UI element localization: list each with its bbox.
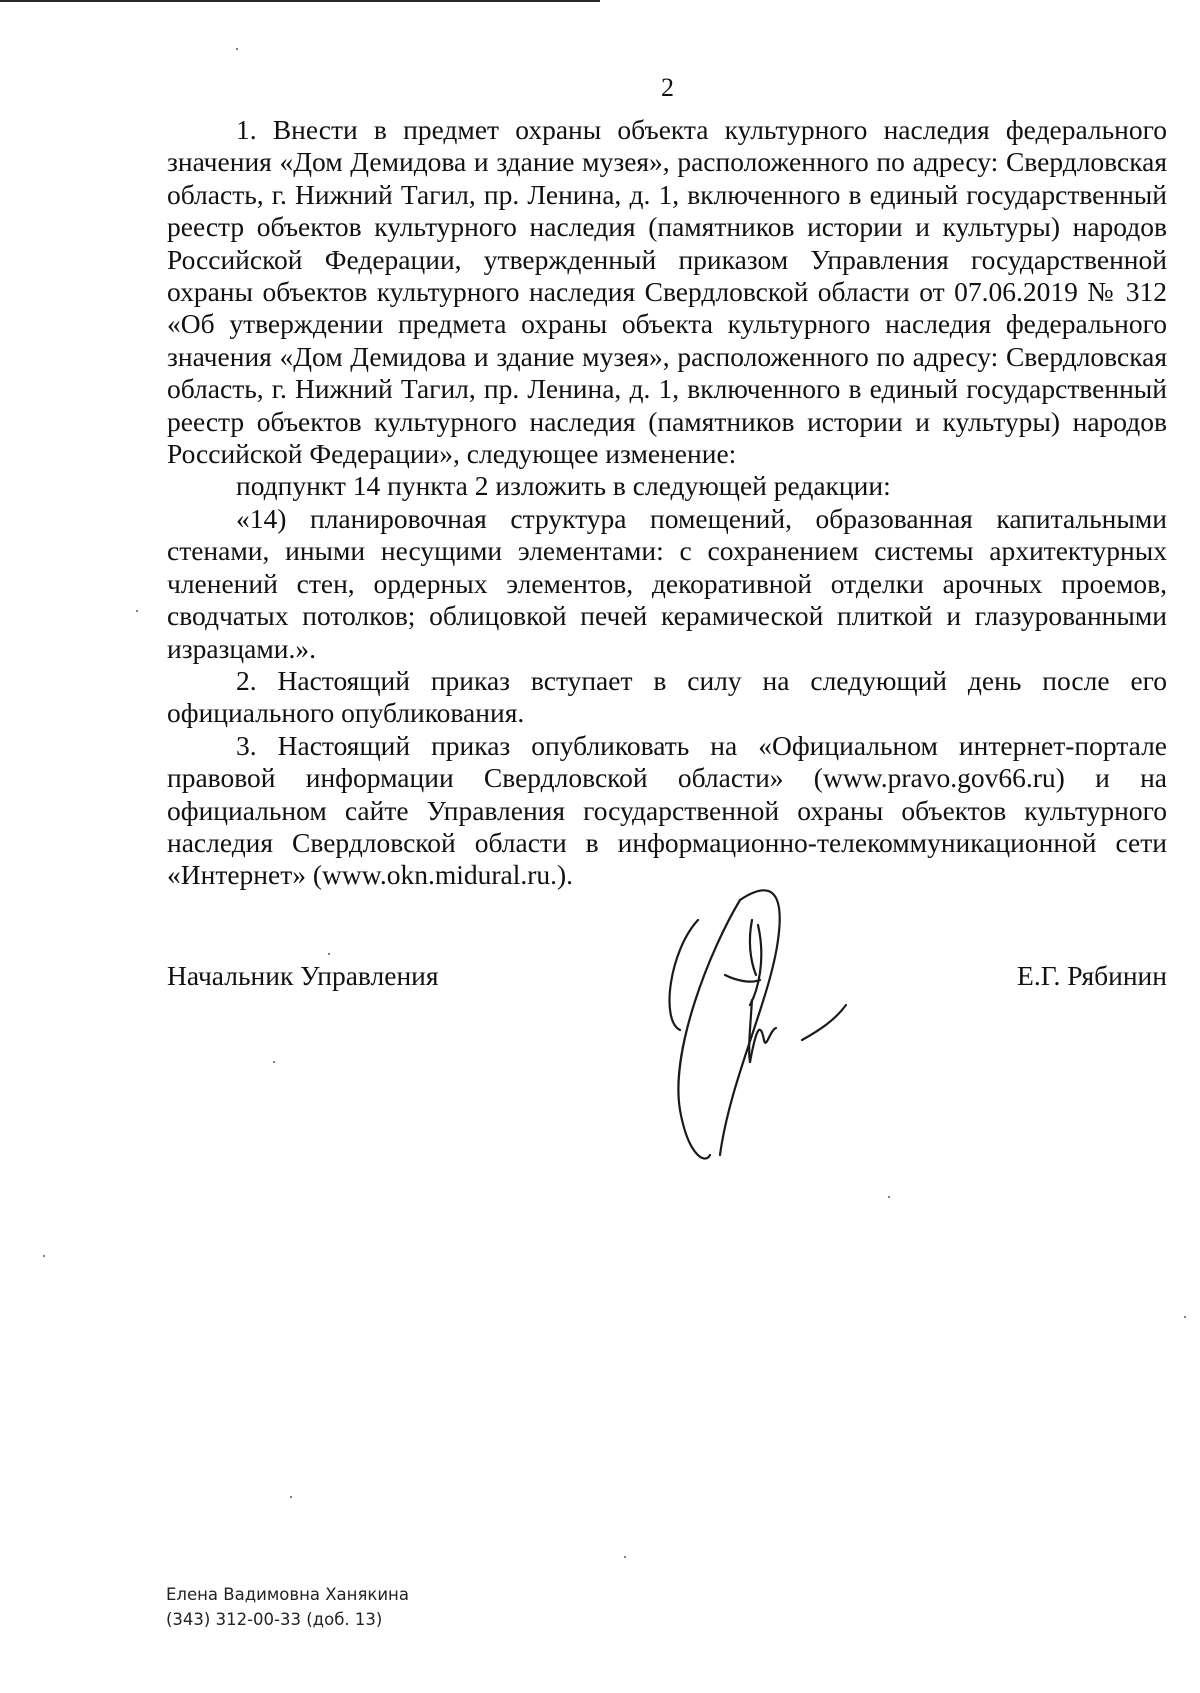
executor-phone: (343) 312-00-33 (доб. 13): [166, 1610, 383, 1629]
scan-speck: [290, 1496, 292, 1498]
document-body: [167, 114, 1167, 892]
page-number: 2: [661, 73, 674, 102]
scan-speck: [273, 1061, 275, 1063]
scan-speck: [136, 610, 138, 612]
scan-speck: [43, 1255, 45, 1257]
signatory-name: Е.Г. Рябинин: [1017, 960, 1167, 991]
paragraph-item-1: 1. Внести в предмет охраны объекта культурного наследия федерального значения «Дом Демидова и здание музея», расположенного по адресу: Свердловская область, г. Нижний Тагил, пр. Ленина, д. 1, включенного в единый государственный реестр объектов культурного наследия (памятников истории и культуры) народов Российской Федерации, утвержденный приказом Управления государственной охраны объектов культурного наследия Свердловской области от 07.06.2019 № 312 «Об утверждении предмета охраны объекта культурного наследия федерального значения «Дом Демидова и здание музея», расположенного по адресу: Свердловская область, г. Нижний Тагил, пр. Ленина, д. 1, включенного в единый государственный реестр объектов культурного наследия (памятников истории и культуры) народов Российской Федерации», следующее изменение:: [167, 114, 1167, 470]
scan-speck: [888, 1196, 890, 1198]
scan-speck: [1184, 1316, 1186, 1318]
paragraph-subpoint-instruction: подпункт 14 пункта 2 изложить в следующей редакции:: [236, 470, 891, 502]
scan-speck: [624, 1556, 626, 1558]
handwritten-signature: [640, 880, 880, 1170]
paragraph-subpoint-14-text: «14) планировочная структура помещений, образованная капитальными стенами, иными несущими элементами: с сохранением системы архитектурных членений стен, ордерных элементов, декоративной отделки арочных проемов, сводчатых потолков; облицовкой печей керамической плиткой и глазурованными изразцами.».: [167, 502, 1167, 664]
scan-speck: [328, 953, 330, 955]
executor-name: Елена Вадимовна Ханякина: [166, 1585, 409, 1604]
paragraph-item-3: 3. Настоящий приказ опубликовать на «Официальном интернет-портале правовой информации Свердловской области» (www.pravo.gov66.ru) и на официальном сайте Управления государственной охраны объектов культурного наследия Свердловской области в информационно-телекоммуникационной сети «Интернет» (www.okn.midural.ru.).: [167, 729, 1167, 891]
signatory-position: Начальник Управления: [167, 960, 439, 991]
scan-speck: [236, 48, 238, 50]
executor-contact: [166, 1582, 409, 1632]
scan-top-edge-line: [0, 0, 600, 2]
paragraph-item-2: 2. Настоящий приказ вступает в силу на следующий день после его официального опубликования.: [167, 664, 1167, 729]
